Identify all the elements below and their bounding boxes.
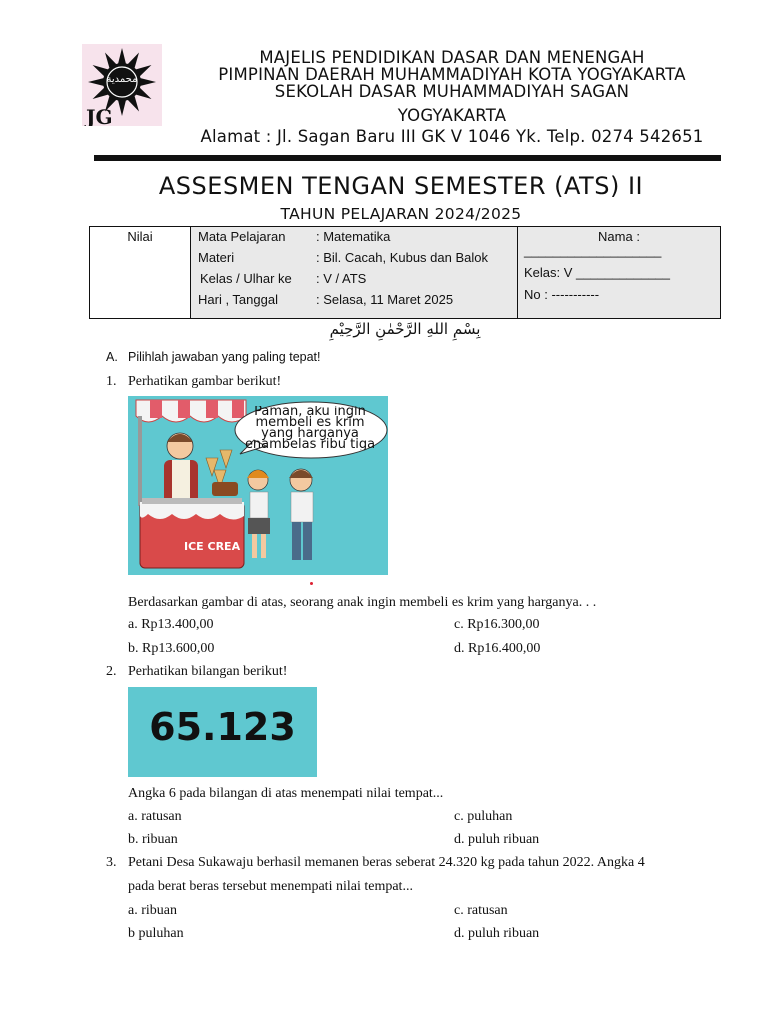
name-line: ___________________ [524,243,662,258]
q1-option-b: b. Rp13.600,00 [128,641,215,656]
q1-option-c: c. Rp16.300,00 [454,617,540,632]
question-3-line-2: pada berat beras tersebut menempati nilai tempat... [128,879,413,894]
header-line-2: PIMPINAN DAERAH MUHAMMADIYAH KOTA YOGYAKARTA [218,65,686,84]
page-subtitle: TAHUN PELAJARAN 2024/2025 [280,205,522,223]
row-value-date: : Selasa, 11 Maret 2025 [316,292,454,307]
speech-bubble-text: Paman, aku ingin membeli es krim yang harganya enambelas ribu tiga [244,406,376,450]
question-3-line-1: Petani Desa Sukawaju berhasil memanen beras seberat 24.320 kg pada tahun 2022. Angka 4 [128,855,645,870]
row-label-date: Hari , Tanggal [198,292,278,307]
row-value-subject: : Matematika [316,229,391,244]
q1-option-a: a. Rp13.400,00 [128,617,214,632]
cart-label: ICE CREA [184,540,241,553]
row-label-material: Materi [198,250,235,265]
question-2-prompt: Perhatikan bilangan berikut! [128,664,288,679]
question-1-text: Berdasarkan gambar di atas, seorang anak ingin membeli es krim yang harganya. . . [128,595,597,610]
row-label-subject: Mata Pelajaran [198,229,286,244]
row-value-class: : V / ATS [316,271,367,286]
header-address: Alamat : Jl. Sagan Baru III GK V 1046 Yk. Telp. 0274 542651 [200,127,704,146]
q2-option-a: a. ratusan [128,809,182,824]
header-line-4: YOGYAKARTA [397,106,507,125]
header-divider [94,155,721,161]
school-logo [82,44,162,126]
logo-arabic-text: محمدية [106,74,138,85]
header-line-1: MAJELIS PENDIDIKAN DASAR DAN MENENGAH [259,48,645,67]
row-label-class: Kelas / Ulhar ke [200,271,292,286]
question-1-number: 1. [106,374,117,389]
q2-option-b: b. ribuan [128,832,178,847]
question-2-text: Angka 6 pada bilangan di atas menempati nilai tempat... [128,786,444,801]
section-instruction: Pilihlah jawaban yang paling tepat! [128,350,321,364]
name-label: Nama : [598,229,640,244]
header-line-3: SEKOLAH DASAR MUHAMMADIYAH SAGAN [274,82,630,101]
muhammadiyah-sun-icon [82,44,162,126]
question-2-number: 2. [106,664,117,679]
number-field: No : ----------- [524,287,600,302]
q3-option-c: c. ratusan [454,903,508,918]
question-1-prompt: Perhatikan gambar berikut! [128,374,282,389]
number-box-value: 65.123 [149,705,296,749]
basmalah-calligraphy: بِسْمِ اللهِ الرَّحْمٰنِ الرَّحِيْمِ [329,320,481,338]
info-table [89,226,721,319]
q2-option-d: d. puluh ribuan [454,832,540,847]
q3-option-a: a. ribuan [128,903,177,918]
q2-option-c: c. puluhan [454,809,513,824]
question-3-number: 3. [106,855,117,870]
q3-option-d: d. puluh ribuan [454,926,540,941]
nilai-label: Nilai [127,229,153,244]
section-letter: A. [106,350,118,364]
class-field: Kelas: V _____________ [524,265,671,280]
ice-cream-illustration [128,396,388,575]
q3-option-b: b puluhan [128,926,184,941]
svg-text:JG: JG [86,105,113,126]
row-value-material: : Bil. Cacah, Kubus dan Balok [316,250,488,265]
page-title: ASSESMEN TENGAN SEMESTER (ATS) II [158,172,644,200]
red-dot-mark [310,582,313,585]
q1-option-d: d. Rp16.400,00 [454,641,541,656]
